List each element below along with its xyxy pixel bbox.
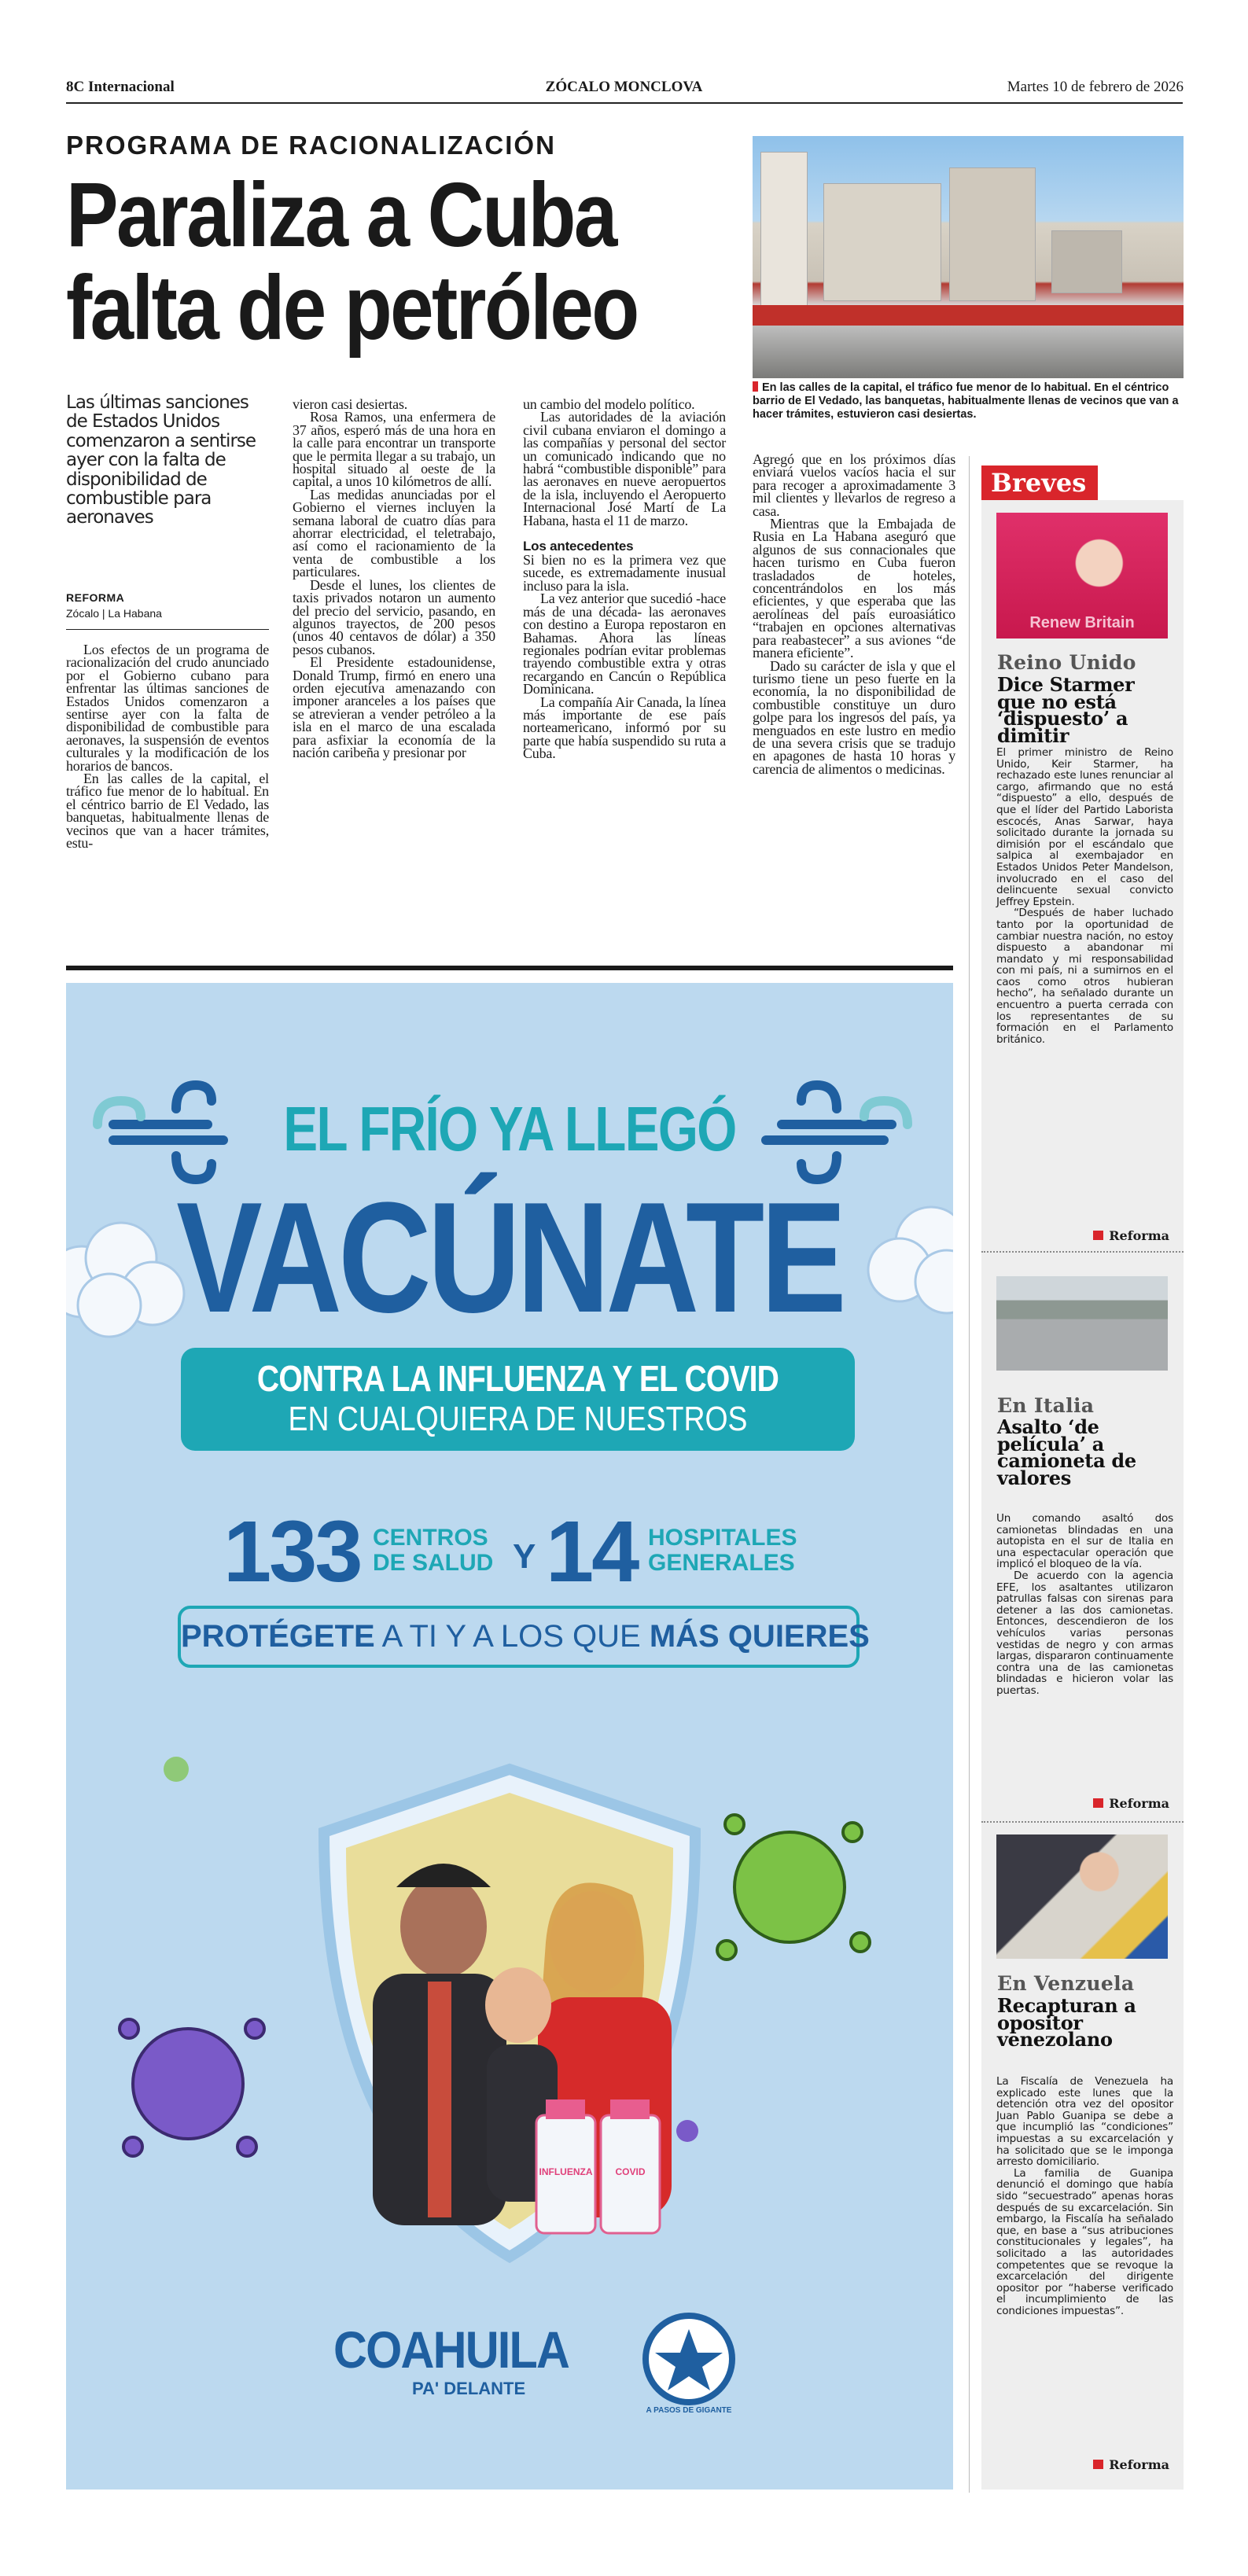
paragraph: Si bien no es la primera vez que sucede, es extremadamente inusual incluso para la isla. xyxy=(523,552,726,594)
brief-headline: Recapturan a opositor venezolano xyxy=(997,1994,1136,2051)
ad-and: Y xyxy=(513,1537,536,1576)
brief-divider xyxy=(981,1821,1184,1823)
paragraph: Mientras que la Embajada de Rusia en La Habana aseguró que algunos de sus connacionales que hacen turismo en Cuba fueron trasladados de hoteles, concentrándolos en los más eficientes, y que esperaba que las aerolíneas del país euroasiático “trabajen en opciones alternativas para reabastecer” a sus aviones “de manera eficiente”. xyxy=(753,516,955,661)
article-kicker: PROGRAMA DE RACIONALIZACIÓN xyxy=(66,131,556,160)
label-line: CENTROS xyxy=(373,1525,488,1551)
article-column-4 xyxy=(753,453,955,775)
brief-section: Reino Unido xyxy=(997,651,1136,674)
brief-source: Reforma xyxy=(1093,1796,1169,1811)
breves-tag: Breves xyxy=(981,466,1098,500)
article-column-3 xyxy=(523,398,726,760)
slogan-part: MÁS QUIERES xyxy=(649,1619,870,1654)
label-line: HOSPITALES xyxy=(648,1525,797,1551)
building xyxy=(1051,230,1122,293)
ad-health-centers-label xyxy=(373,1525,493,1576)
section-divider xyxy=(66,966,953,970)
photo-sign-text: Renew Britain xyxy=(1029,614,1135,631)
header-rule xyxy=(66,102,1183,104)
ad-health-centers-count: 133 xyxy=(223,1503,361,1600)
gigante-badge-text: A PASOS DE GIGANTE xyxy=(646,2406,732,2415)
paragraph: un cambio del modelo político. xyxy=(523,396,695,412)
vial-label: COVID xyxy=(615,2166,646,2177)
paragraph: Rosa Ramos, una enfermera de 37 años, esperó más de una hora en la calle para encontrar un transporte que le permita llegar a su trabajo, un hospital situado al oeste de la capital, a unos 10 kilómetros de allí. xyxy=(293,409,495,490)
paragraph: “Después de haber luchado tanto por la oportunidad de cambiar nuestra nación, no estoy dispuesto a abandonar mi mandato y mi responsabilidad con mi país, ni a sumirnos en el caos como otros hubieran hecho”, ha señalado durante un encuentro a puerta cerrada con los representantes de su formación en el Parlamento británico. xyxy=(996,907,1173,1046)
slogan-part: A TI Y A LOS QUE xyxy=(374,1619,650,1654)
paragraph: La compañía Air Canada, la línea más importante de ese país norteamericano, informó por su parte que había suspendido su ruta a Cuba. xyxy=(523,694,726,762)
brief-source: Reforma xyxy=(1093,2457,1169,2472)
gas-station-canopy xyxy=(753,305,1184,326)
vaccination-advertisement xyxy=(66,983,953,2490)
article-subhead: Los antecedentes xyxy=(523,539,634,554)
paragraph: vieron casi desiertas. xyxy=(293,396,408,412)
headline-line: falta de petróleo xyxy=(66,256,638,359)
paragraph: Las medidas anunciadas por el Gobierno el viernes incluyen la semana laboral de cuatro días para ahorrar electricidad, el teletrabajo, así como el racionamiento de la venta de combustible a los particulares. xyxy=(293,486,495,580)
brief-headline: Asalto ‘de película’ a camioneta de valores xyxy=(997,1415,1136,1489)
ad-title: EL FRÍO YA LLEGÓ xyxy=(283,1094,736,1164)
breves-sidebar xyxy=(981,500,1184,2490)
brief-body xyxy=(996,747,1173,1045)
brief-section: En Italia xyxy=(997,1394,1095,1417)
paragraph: Desde el lunes, los clientes de taxis privados notaron un aumento del precio del servicio, pasando, en algunos trayectos, de 200 pesos (unos 40 centavos de dólar) a 350 pesos cubanos. xyxy=(293,576,495,657)
brief-body xyxy=(996,1513,1173,1697)
paragraph: La vez anterior que sucedió -hace más de una década- las aeronaves con destino a Europa repostaron en Bahamas. Ahora las líneas regionales podrían evitar problemas trayendo combustible extra y otras recargando en Cancún o República Dominicana. xyxy=(523,591,726,697)
ad-hospitals-count: 14 xyxy=(546,1503,638,1600)
article-deck: Las últimas sanciones de Estados Unidos comenzaron a sentirse ayer con la falta de disponibilidad de combustible para aeronaves xyxy=(66,392,256,528)
headline-line: Paraliza a Cuba xyxy=(66,164,616,266)
ad-main-title: VACÚNATE xyxy=(176,1170,843,1345)
dateline: Zócalo | La Habana xyxy=(66,607,162,620)
article-headline xyxy=(66,164,638,359)
article-column-1 xyxy=(66,643,269,850)
paragraph: Dado su carácter de isla y que el turismo tiene un peso fuerte en la economía, la no disponibilidad de combustible constituye un duro golpe para los ingresos del país, ya menguados en este lustro en medio de una severa crisis que se tradujo en apagones de hasta 10 horas y carencia de alimentos o medicinas. xyxy=(753,657,955,777)
page-section-label: 8C Internacional xyxy=(66,79,175,95)
article-column-2 xyxy=(293,398,495,759)
paragraph: El primer ministro de Reino Unido, Keir Starmer, ha rechazado este lunes renunciar al cargo, afirmando que no está “dispuesto” a ello, después de que el líder del Partido Laborista escocés, Anas Sarwar, haya solicitado durante la jornada su dimisión por el escándalo que salpica al exembajador en Estados Unidos Peter Mandelson, involucrado en el caso del delincuente sexual convicto Jeffrey Epstein. xyxy=(996,746,1173,908)
building xyxy=(949,167,1036,301)
paragraph: En las calles de la capital, el tráfico fue menor de lo habitual. En el céntrico barrio de El Vedado, las banquetas, habitualmente llenas de vecinos que van a hacer trámites, estu- xyxy=(66,771,269,852)
brief-section: En Venzuela xyxy=(997,1972,1135,1995)
paragraph: La familia de Guanipa denunció el domingo que había sido “secuestrado” apenas horas después de su excarcelación. Sin embargo, la Fiscalía ha señalado que, en base a “sus atribuciones constitucionales y legales”, ha solicitado a las autoridades competentes que se revoque la excarcelación del dirigente opositor por “haberse verificado el incumplimiento de las condiciones impuestas”. xyxy=(996,2166,1173,2317)
ad-hospitals-label xyxy=(648,1525,797,1576)
issue-date: Martes 10 de febrero de 2026 xyxy=(1007,79,1184,95)
ad-box-line-1: CONTRA LA INFLUENZA Y EL COVID xyxy=(256,1358,779,1399)
byline-agency: REFORMA xyxy=(66,591,125,604)
italy-robbery-photo xyxy=(996,1276,1168,1371)
paragraph: Un comando asaltó dos camionetas blindadas en una autopista en el sur de Italia en una espectacular operación que implicó el bloqueo de la vía. xyxy=(996,1512,1173,1571)
paragraph: La Fiscalía de Venezuela ha explicado este lunes que la detención otra vez del opositor Juan Pablo Guanipa se debe a que incumplió las “condiciones” impuestas a su excarcelación y ha solicitado que se le imponga arresto domiciliario. xyxy=(996,2075,1173,2169)
column-divider xyxy=(969,456,970,2493)
label-line: GENERALES xyxy=(648,1550,795,1576)
coahuila-logo: COAHUILA xyxy=(333,2320,569,2379)
paragraph: El Presidente estadounidense, Donald Trump, firmó en enero una orden ejecutiva amenazando con imponer aranceles a los países que se atrevieran a vender petróleo a la isla en el marco de una escalada para asfixiar la economía de la nación caribeña y presionar por xyxy=(293,654,495,760)
brief-source: Reforma xyxy=(1093,1228,1169,1243)
brief-divider xyxy=(981,1251,1184,1253)
brief-body xyxy=(996,2076,1173,2317)
byline-rule xyxy=(66,629,269,630)
coahuila-logo-tagline: PA' DELANTE xyxy=(412,2379,526,2398)
gigante-badge-icon xyxy=(646,2316,732,2402)
brief-headline: Dice Starmer que no está ‘dispuesto’ a dimitir xyxy=(997,673,1135,747)
ad-info-box xyxy=(181,1348,855,1451)
starmer-photo xyxy=(996,513,1168,638)
newspaper-name: ZÓCALO MONCLOVA xyxy=(545,79,703,95)
building xyxy=(760,152,808,309)
paragraph: De acuerdo con la agencia EFE, los asaltantes utilizaron patrullas falsas con sirenas para detener a las dos camionetas. Entonces, descendieron de los vehículos varias personas vestidas de negro y con armas largas, dispararon continuamente contra una de las camionetas blindadas e hicieron volar las puertas. xyxy=(996,1569,1173,1697)
building xyxy=(823,183,941,301)
paragraph: Las autoridades de la aviación civil cubana enviaron el domingo a las compañías y personal del sector un comunicado indicando que no habrá “combustible disponible” para las aeronaves en nueve aeropuertos de la isla, incluyendo el Aeropuerto Internacional José Martí de La Habana, hasta el 11 de marzo. xyxy=(523,409,726,528)
slogan-part: PROTÉGETE xyxy=(181,1619,375,1654)
paragraph: Agregó que en los próximos días enviará vuelos vacíos hacia el sur para recoger a aproximadamente 3 mil clientes y llevarlos de regreso a casa. xyxy=(753,451,955,519)
ad-box-line-2: EN CUALQUIERA DE NUESTROS xyxy=(288,1400,748,1438)
venezuela-opposition-photo xyxy=(996,1834,1168,1959)
vial-label: INFLUENZA xyxy=(539,2166,593,2177)
article-photo-havana-street xyxy=(753,136,1184,378)
ad-protect-slogan xyxy=(178,1606,870,1668)
photo-caption: En las calles de la capital, el tráfico fue menor de lo habitual. En el céntrico barrio de El Vedado, las banquetas, habitualmente llenas de vecinos que van a hacer trámites, estuvieron casi desiertas. xyxy=(753,381,1184,421)
paragraph: Los efectos de un programa de racionalización del crudo anunciado por el Gobierno cubano para enfrentar las últimas sanciones de Estados Unidos comenzaron a sentirse ayer con la falta de disponibilidad de combustible para aeronaves, la suspensión de eventos culturales y la modificación de los horarios de bancos. xyxy=(66,642,269,774)
label-line: DE SALUD xyxy=(373,1550,494,1576)
